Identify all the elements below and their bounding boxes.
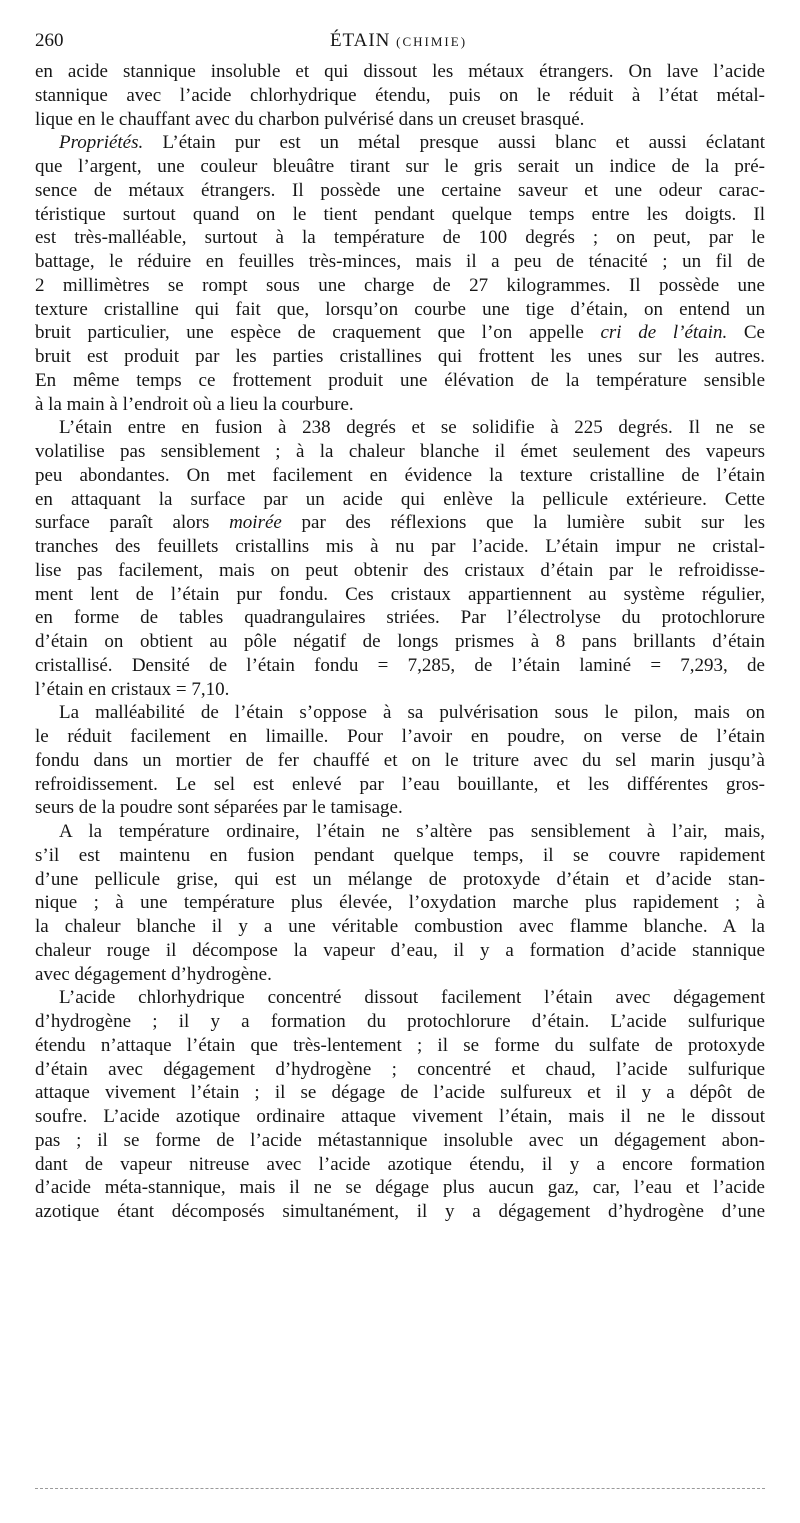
- text-line: lique en le chauffant avec du charbon pulvérisé dans un creuset brasqué.: [35, 108, 585, 130]
- text-line: en acide stannique insoluble et qui dissout les métaux étrangers. On lave l’acide: [35, 61, 765, 82]
- text-line: A la température ordinaire, l’étain ne s’altère pas sensiblement à l’air, mais,: [59, 821, 765, 842]
- text-line: dant de vapeur nitreuse avec l’acide azotique étendu, il y a encore formation: [35, 1153, 765, 1175]
- text-line: étendu n’attaque l’étain que très-lentement ; il se forme du sulfate de protoxyde: [35, 1034, 765, 1056]
- body-text: [35, 60, 765, 1224]
- text-line: lise pas facilement, mais on peut obtenir des cristaux d’étain par le refroidisse-: [35, 559, 765, 581]
- text-line: d’une pellicule grise, qui est un mélange de protoxyde d’étain et d’acide stan-: [35, 868, 765, 890]
- text-line: est très-malléable, surtout à la température de 100 degrés ; on peut, par le: [35, 227, 765, 249]
- text-line: fondu dans un mortier de fer chauffé et on le triture avec du sel marin jusqu’à: [35, 749, 765, 771]
- text-line: la chaleur blanche il y a une véritable combustion avec flamme blanche. A la: [35, 916, 765, 937]
- text-line: bruit est produit par les parties cristallines qui frottent les unes sur les autres.: [35, 346, 765, 367]
- italic-run: cri de l’étain.: [600, 322, 728, 344]
- text-line: téristique surtout quand on le tient pendant quelque temps entre les doigts. Il: [35, 203, 765, 225]
- text-run: Ce: [727, 322, 765, 344]
- text-line: attaque vivement l’étain ; il se dégage de l’acide sulfureux et il y a dépôt de: [35, 1082, 765, 1104]
- text-run: par des réflexions que la lumière subit sur les: [281, 512, 765, 534]
- running-subtitle: (CHIMIE): [396, 34, 468, 49]
- text-line: soufre. L’acide azotique ordinaire attaque vivement l’étain, mais il ne le dissout: [35, 1106, 765, 1127]
- text-line: seurs de la poudre sont séparées par le tamisage.: [35, 797, 403, 819]
- text-line: en attaquant la surface par un acide qui enlève la pellicule extérieure. Cette: [35, 488, 765, 510]
- text-line: chaleur rouge il décompose la vapeur d’eau, il y a formation d’acide stannique: [35, 939, 765, 961]
- text-line: s’il est maintenu en fusion pendant quelque temps, il se couvre rapidement: [35, 844, 765, 866]
- text-line: peu abondantes. On met facilement en évidence la texture cristalline de l’étain: [35, 464, 765, 486]
- bottom-rule: [35, 1488, 765, 1489]
- text-line: pas ; il se forme de l’acide métastannique insoluble avec un dégagement abon-: [35, 1129, 765, 1151]
- text-line: La malléabilité de l’étain s’oppose à sa pulvérisation sous le pilon, mais on: [59, 702, 765, 724]
- text-line: volatilise pas sensiblement ; à la chaleur blanche il émet seulement des vapeurs: [35, 441, 765, 462]
- text-line: nique ; à une température plus élevée, l’oxydation marche plus rapidement ; à: [35, 892, 765, 914]
- text-line: En même temps ce frottement produit une élévation de la température sensible: [35, 369, 765, 391]
- text-line: en forme de tables quadrangulaires striées. Par l’électrolyse du protochlorure: [35, 607, 765, 629]
- text-line: à la main à l’endroit où a lieu la courbure.: [35, 393, 354, 415]
- text-line: battage, le réduire en feuilles très-minces, mais il a peu de ténacité ; un fil de: [35, 251, 765, 272]
- page-header: [35, 30, 762, 58]
- text-line: azotique étant décomposés simultanément, il y a dégagement d’hydrogène d’une: [35, 1201, 765, 1222]
- text-line: L’acide chlorhydrique concentré dissout facilement l’étain avec dégagement: [59, 987, 765, 1009]
- text-line: d’étain on obtient au pôle négatif de longs prismes à 8 pans brillants d’étain: [35, 631, 765, 652]
- text-line: avec dégagement d’hydrogène.: [35, 963, 272, 985]
- text-line: que l’argent, une couleur bleuâtre tirant sur le gris serait un indice de la pré-: [35, 156, 765, 177]
- text-line: d’hydrogène ; il y a formation du protochlorure d’étain. L’acide sulfurique: [35, 1011, 765, 1032]
- text-line: sence de métaux étrangers. Il possède une certaine saveur et une odeur carac-: [35, 179, 765, 201]
- text-line: refroidissement. Le sel est enlevé par l’eau bouillante, et les différentes gros-: [35, 773, 765, 795]
- text-line: [35, 511, 765, 535]
- text-line: [35, 321, 765, 345]
- text-line: texture cristalline qui fait que, lorsqu’on courbe une tige d’étain, on entend un: [35, 298, 765, 320]
- text-run: surface paraît alors: [35, 512, 230, 534]
- text-line: ment lent de l’étain pur fondu. Ces cristaux appartiennent au système régulier,: [35, 583, 765, 605]
- text-line: d’acide méta-stannique, mais il ne se dégage plus aucun gaz, car, l’eau et l’acide: [35, 1177, 765, 1199]
- text-line: [35, 131, 765, 155]
- text-line: L’étain entre en fusion à 238 degrés et se solidifie à 225 degrés. Il ne se: [59, 417, 765, 439]
- running-title: ÉTAIN: [329, 30, 391, 51]
- text-run: L’étain pur est un métal presque aussi blanc et aussi éclatant: [143, 132, 765, 154]
- running-head: [35, 30, 762, 52]
- text-line: tranches des feuillets cristallins mis à nu par l’acide. L’étain impur ne cristal-: [35, 536, 765, 557]
- text-run: bruit particulier, une espèce de craquement que l’on appelle: [35, 322, 601, 344]
- text-line: d’étain avec dégagement d’hydrogène ; concentré et chaud, l’acide sulfurique: [35, 1058, 765, 1080]
- page-number: 260: [35, 30, 64, 51]
- text-line: 2 millimètres se rompt sous une charge de 27 kilogrammes. Il possède une: [35, 274, 765, 296]
- italic-run: Propriétés.: [59, 132, 144, 154]
- text-line: le réduit facilement en limaille. Pour l’avoir en poudre, on verse de l’étain: [35, 726, 765, 747]
- text-line: l’étain en cristaux = 7,10.: [35, 678, 230, 700]
- text-line: cristallisé. Densité de l’étain fondu = 7,285, de l’étain laminé = 7,293, de: [35, 654, 765, 676]
- italic-run: moirée: [229, 512, 282, 534]
- text-line: stannique avec l’acide chlorhydrique étendu, puis on le réduit à l’état métal-: [35, 84, 765, 106]
